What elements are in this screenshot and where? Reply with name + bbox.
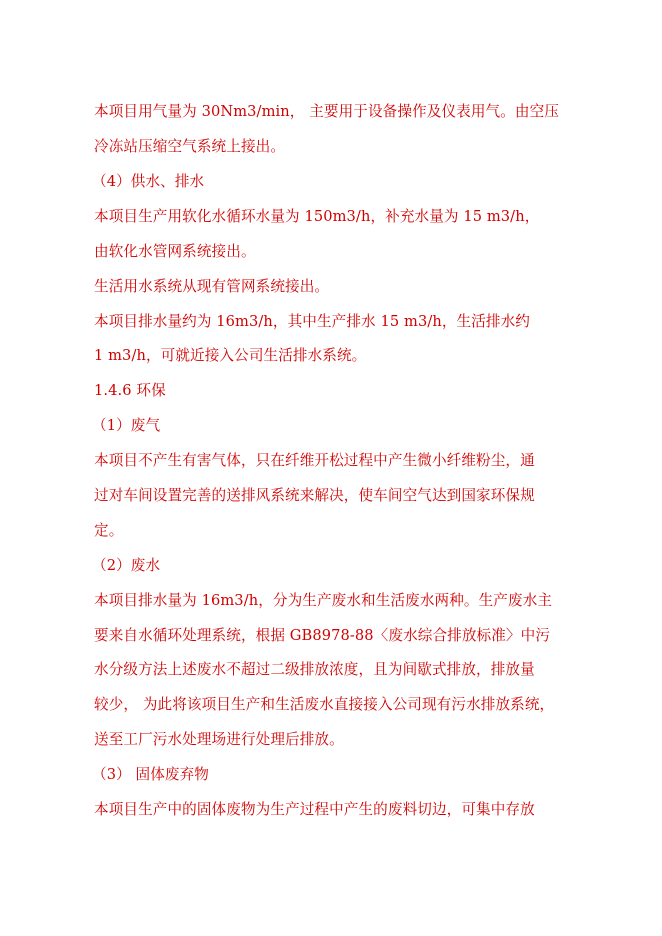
section-heading: （4）供水、排水 bbox=[92, 173, 205, 190]
text-line: 定。 bbox=[94, 522, 124, 539]
section-heading: （2）废水 bbox=[92, 557, 161, 574]
text-line: 过对车间设置完善的送排风系统来解决，使车间空气达到国家环保规 bbox=[94, 487, 535, 504]
text-line: 本项目排水量约为 16m3/h，其中生产排水 15 m3/h，生活排水约 bbox=[94, 313, 531, 330]
text-line: 本项目用气量为 30Nm3/min， 主要用于设备操作及仪表用气。由空压 bbox=[94, 103, 560, 120]
text-line: 本项目排水量为 16m3/h，分为生产废水和生活废水两种。生产废水主 bbox=[94, 592, 553, 609]
text-line: 要来自水循环处理系统，根据 GB8978-88〈废水综合排放标准〉中污 bbox=[94, 627, 551, 644]
text-line: 本项目生产中的固体废物为生产过程中产生的废料切边，可集中存放 bbox=[94, 801, 535, 818]
text-line: 生活用水系统从现有管网系统接出。 bbox=[94, 278, 330, 295]
text-line: 1 m3/h，可就近接入公司生活排水系统。 bbox=[94, 347, 367, 364]
text-line: 较少， 为此将该项目生产和生活废水直接接入公司现有污水排放系统， bbox=[94, 696, 555, 713]
section-heading: （1）废气 bbox=[92, 417, 161, 434]
section-heading: （3） 固体废弃物 bbox=[92, 766, 209, 783]
text-line: 送至工厂污水处理场进行处理后排放。 bbox=[94, 731, 344, 748]
text-line: 本项目不产生有害气体，只在纤维开松过程中产生微小纤维粉尘，通 bbox=[94, 452, 535, 469]
text-line: 由软化水管网系统接出。 bbox=[94, 243, 256, 260]
text-line: 冷冻站压缩空气系统上接出。 bbox=[94, 138, 286, 155]
text-line: 本项目生产用软化水循环水量为 150m3/h，补充水量为 15 m3/h， bbox=[94, 208, 540, 225]
text-line: 水分级方法上述废水不超过二级排放浓度，且为间歇式排放，排放量 bbox=[94, 661, 535, 678]
section-heading: 1.4.6 环保 bbox=[94, 382, 166, 399]
